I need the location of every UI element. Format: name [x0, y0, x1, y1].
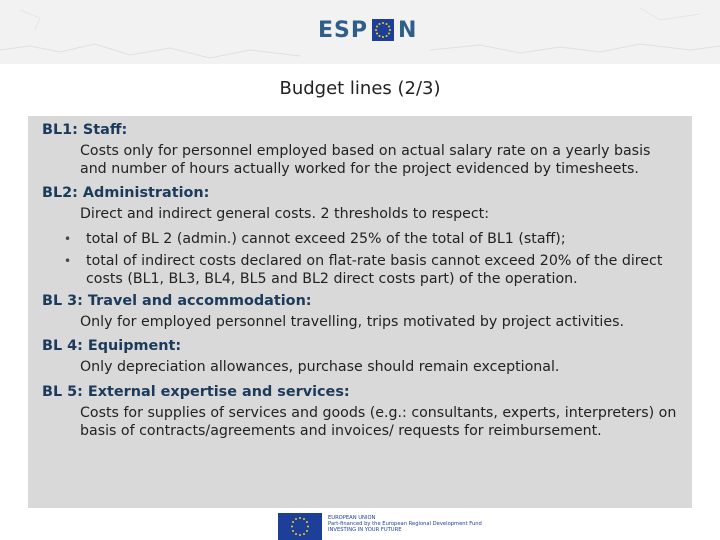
- espon-logo: [318, 14, 417, 46]
- eu-flag-icon: [372, 19, 394, 41]
- bl2-bullet-list: [42, 230, 678, 289]
- section-text-bl1: Costs only for personnel employed based on actual salary rate on a yearly basis and number of hours actually worked for the project evidenced by timesheets.: [80, 143, 651, 178]
- section-heading-bl1: BL1: Staff:: [42, 122, 128, 138]
- bullet-text: total of BL 2 (admin.) cannot exceed 25% of the total of BL1 (staff);: [86, 230, 566, 247]
- logo-text-right: N: [398, 17, 418, 43]
- section-heading-bl3: BL 3: Travel and accommodation:: [42, 293, 312, 310]
- logo-text-left: ESP: [318, 17, 368, 43]
- section-heading-bl4: BL 4: Equipment:: [42, 338, 182, 355]
- eu-line2: Part-financed by the European Regional Development Fund: [328, 521, 482, 527]
- slide-title: Budget lines (2/3): [279, 78, 441, 99]
- section-text-bl5: Costs for supplies of services and goods (e.g.: consultants, experts, interpreters) on basis of contracts/agreements and invoices/ requests for reimbursement.: [80, 404, 677, 439]
- bullet-icon: •: [64, 231, 72, 246]
- eu-footer-flag-icon: [278, 513, 322, 540]
- eu-funding-text: [328, 515, 482, 533]
- eu-line3: INVESTING IN YOUR FUTURE: [328, 527, 402, 533]
- bullet-text: total of indirect costs declared on flat-rate basis cannot exceed 20% of the direct costs (BL1, BL3, BL4, BL5 and BL2 direct costs part) of the operation.: [86, 252, 663, 288]
- header-band: [0, 0, 720, 64]
- section-text-bl2: Direct and indirect general costs. 2 thresholds to respect:: [80, 206, 489, 223]
- eu-line1: EUROPEAN UNION: [328, 515, 376, 521]
- section-text-bl3: Only for employed personnel travelling, trips motivated by project activities.: [80, 314, 624, 331]
- content-box: [28, 116, 692, 508]
- section-heading-bl2: BL2: Administration:: [42, 185, 210, 202]
- section-heading-bl5: BL 5: External expertise and services:: [42, 383, 350, 400]
- list-item: [64, 230, 678, 248]
- section-text-bl4: Only depreciation allowances, purchase should remain exceptional.: [80, 359, 560, 376]
- list-item: [64, 252, 678, 288]
- bullet-icon: •: [64, 253, 72, 268]
